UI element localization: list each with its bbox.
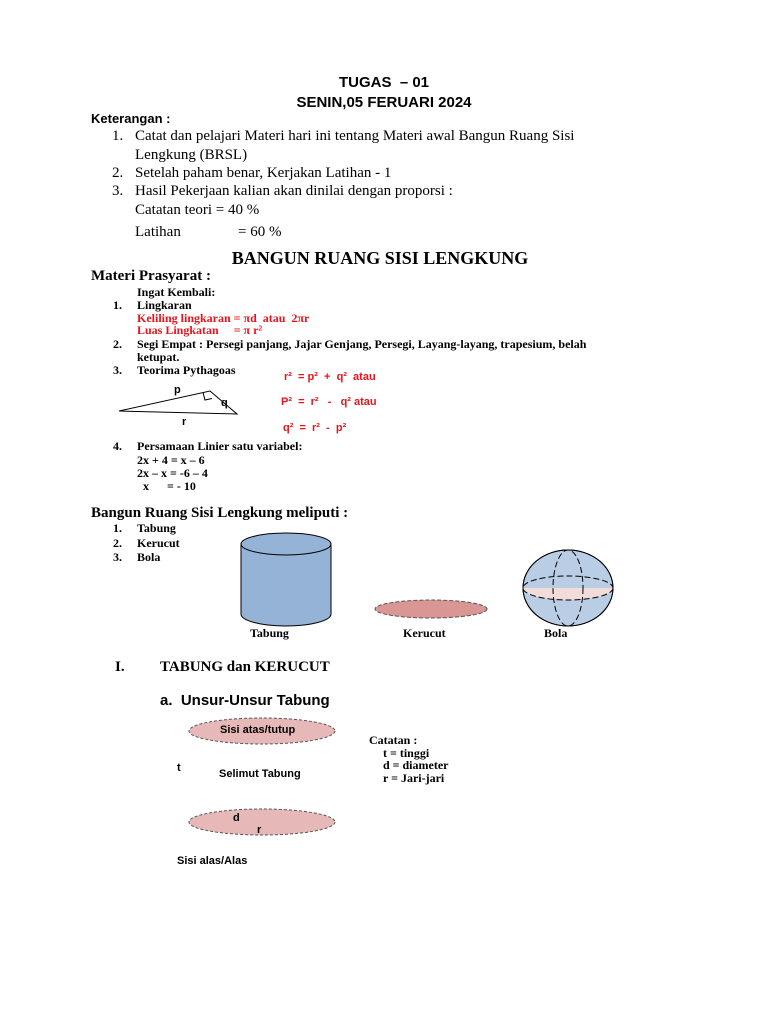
- prasyarat-num-4: 4.: [113, 439, 122, 453]
- sphere-figure: [520, 548, 616, 628]
- latihan-label: Latihan: [135, 224, 181, 240]
- assignment-title: TUGAS – 01: [338, 74, 430, 91]
- brsl-num-3: 3.: [113, 550, 122, 564]
- section-number: I.: [115, 659, 125, 675]
- caption-bola: Bola: [544, 626, 568, 640]
- catatan-line-t: t = tinggi: [383, 746, 430, 760]
- brsl-item-kerucut: Kerucut: [137, 536, 180, 550]
- caption-tabung: Tabung: [250, 626, 289, 640]
- prasyarat-num-1: 1.: [113, 298, 122, 312]
- equation-line-1: 2x + 4 = x – 6: [137, 453, 205, 467]
- prasyarat-num-3: 3.: [113, 363, 122, 377]
- keterangan-item-2: Setelah paham benar, Kerjakan Latihan - 1: [135, 165, 392, 181]
- cone-base-figure: [372, 598, 490, 620]
- catatan-line-r: r = Jari-jari: [383, 771, 445, 785]
- label-sisi-alas: Sisi alas/Alas: [177, 855, 248, 867]
- catatan-teori: Catatan teori = 40 %: [135, 202, 260, 218]
- brsl-item-bola: Bola: [137, 550, 161, 564]
- prasyarat-item-pythagoras: Teorima Pythagoas: [137, 363, 236, 377]
- pythagoras-formula-3: q² = r² - p²: [283, 422, 347, 434]
- label-d: d: [233, 812, 240, 824]
- keterangan-item-1-cont: Lengkung (BRSL): [135, 147, 248, 163]
- brsl-num-1: 1.: [113, 521, 122, 535]
- equation-line-2: 2x – x = -6 – 4: [137, 466, 208, 480]
- brsl-num-2: 2.: [113, 536, 122, 550]
- label-r: r: [257, 824, 262, 836]
- label-selimut: Selimut Tabung: [219, 768, 301, 780]
- keterangan-item-1: Catat dan pelajari Materi hari ini tentang Materi awal Bangun Ruang Sisi: [135, 128, 575, 144]
- prasyarat-title: Materi Prasyarat :: [91, 268, 211, 284]
- equation-line-3: x = - 10: [137, 479, 196, 493]
- triangle-label-p: p: [174, 384, 181, 396]
- label-t: t: [177, 762, 181, 774]
- pythagoras-formula-1: r² = p² + q² atau: [284, 371, 376, 383]
- keterangan-num-3: 3.: [112, 183, 124, 199]
- prasyarat-item-segi-empat: Segi Empat : Persegi panjang, Jajar Genjang, Persegi, Layang-layang, trapesium, belah: [137, 337, 587, 351]
- cylinder-figure: [236, 530, 336, 630]
- pythagoras-formula-2: P² = r² - q² atau: [281, 396, 377, 408]
- keterangan-item-3: Hasil Pekerjaan kalian akan dinilai dengan proporsi :: [135, 183, 453, 199]
- keterangan-label: Keterangan :: [91, 111, 171, 126]
- prasyarat-item-segi-empat-cont: ketupat.: [137, 350, 180, 364]
- keliling-formula: Keliling lingkaran = πd atau 2πr: [137, 311, 310, 325]
- brsl-title: Bangun Ruang Sisi Lengkung meliputi :: [91, 505, 349, 521]
- section-title: TABUNG dan KERUCUT: [160, 659, 330, 675]
- bottom-disc-figure: [186, 806, 338, 838]
- keterangan-num-2: 2.: [112, 165, 124, 181]
- brsl-item-tabung: Tabung: [137, 521, 176, 535]
- triangle-label-q: q: [221, 397, 228, 409]
- prasyarat-num-2: 2.: [113, 337, 122, 351]
- main-title: BANGUN RUANG SISI LENGKUNG: [231, 248, 529, 268]
- prasyarat-item-persamaan: Persamaan Linier satu variabel:: [137, 439, 303, 453]
- label-sisi-atas: Sisi atas/tutup: [220, 724, 296, 736]
- luas-formula: Luas Lingkatan = π r²: [137, 323, 263, 337]
- catatan-title: Catatan :: [369, 733, 418, 747]
- catatan-line-d: d = diameter: [383, 758, 449, 772]
- triangle-label-r: r: [182, 416, 187, 428]
- keterangan-num-1: 1.: [112, 128, 124, 144]
- latihan-value: = 60 %: [238, 224, 282, 240]
- assignment-date: SENIN,05 FERUARI 2024: [296, 94, 472, 111]
- subsection-title: a. Unsur-Unsur Tabung: [160, 692, 330, 709]
- prasyarat-item-lingkaran: Lingkaran: [137, 298, 192, 312]
- caption-kerucut: Kerucut: [403, 626, 446, 640]
- ingat-kembali: Ingat Kembali:: [137, 285, 216, 299]
